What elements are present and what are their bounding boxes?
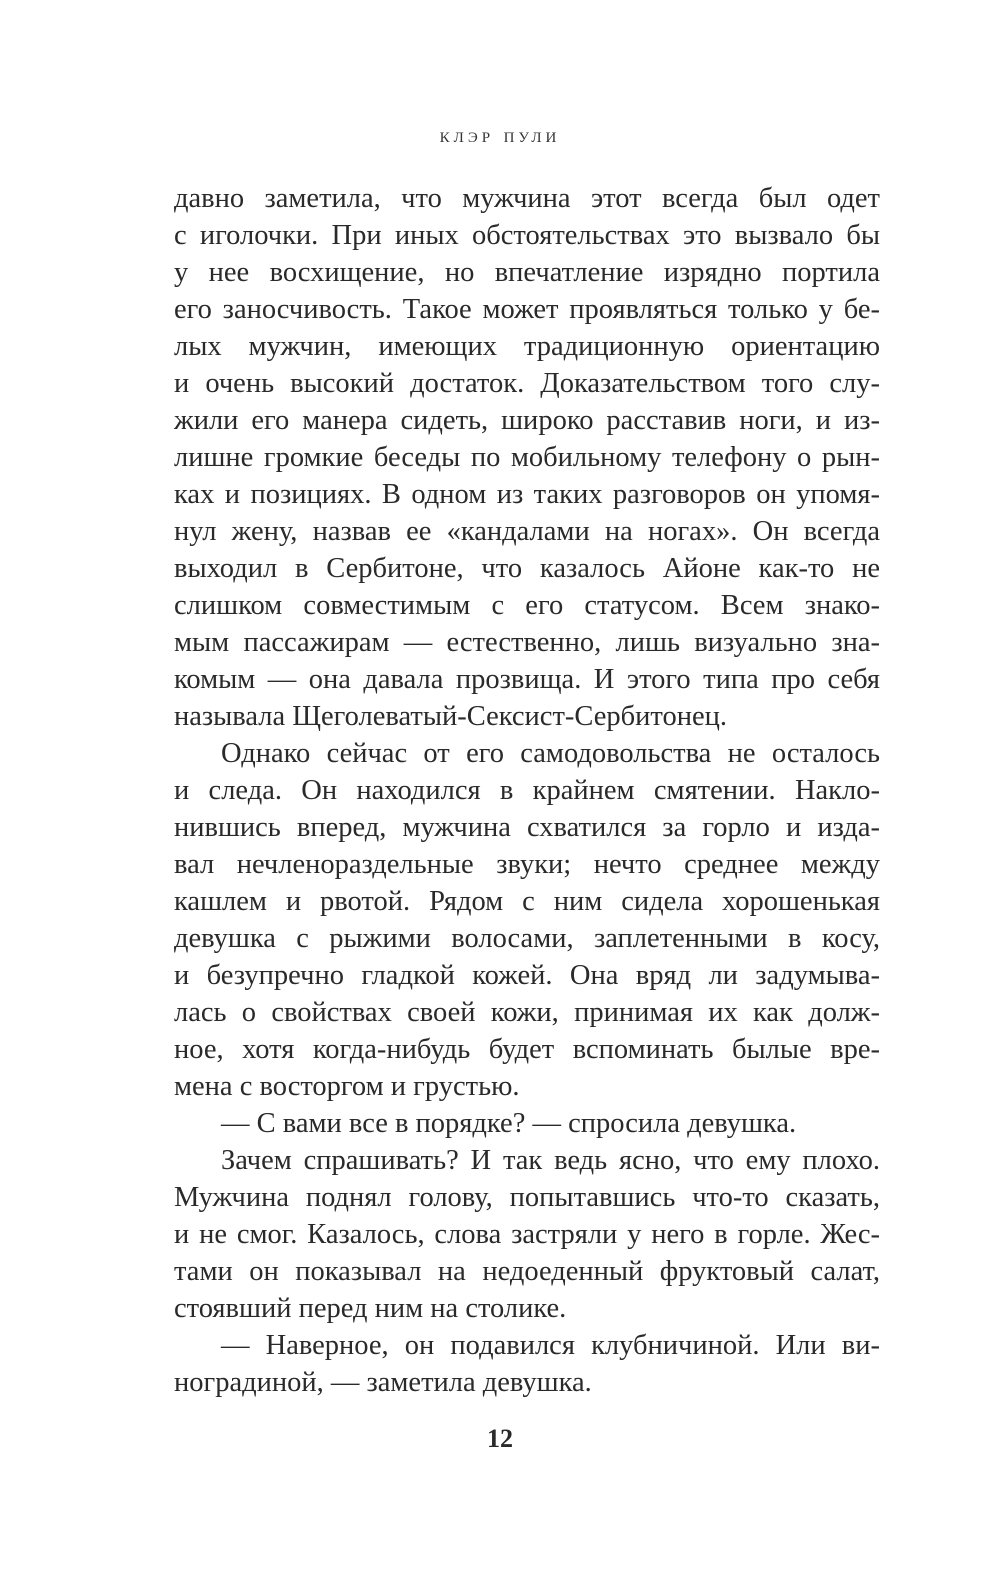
text-line: лась о свойствах своей кожи, принимая их как долж- [174, 997, 880, 1028]
text-line: и безупречно гладкой кожей. Она вряд ли задумыва- [174, 960, 880, 991]
text-line: комым — она давала прозвища. И этого типа про себя [174, 664, 880, 695]
body-text [174, 180, 880, 1401]
text-line: лишне громкие беседы по мобильному телефону о рын- [174, 442, 880, 473]
text-line: мым пассажирам — естественно, лишь визуально зна- [174, 627, 880, 658]
text-line: мена с восторгом и грустью. [174, 1071, 520, 1102]
running-head: клэр пули [439, 122, 561, 147]
text-line: — С вами все в порядке? — спросила девушка. [221, 1108, 797, 1139]
text-line: давно заметила, что мужчина этот всегда был одет [174, 183, 880, 214]
text-line: тами он показывал на недоеденный фруктовый салат, [174, 1256, 880, 1287]
text-line: и не смог. Казалось, слова застряли у него в горле. Жес- [174, 1219, 880, 1250]
text-line: ноградиной, — заметила девушка. [174, 1367, 592, 1398]
text-line: жили его манера сидеть, широко расставив ноги, и из- [174, 405, 880, 436]
text-line: кашлем и рвотой. Рядом с ним сидела хорошенькая [174, 886, 880, 917]
text-line: — Наверное, он подавился клубничиной. Или ви- [221, 1330, 880, 1361]
text-line: ное, хотя когда-нибудь будет вспоминать былые вре- [174, 1034, 880, 1065]
text-line: Мужчина поднял голову, попытавшись что-то сказать, [174, 1182, 880, 1213]
text-line: его заносчивость. Такое может проявляться только у бе- [174, 294, 880, 325]
text-line: и очень высокий достаток. Доказательством того слу- [174, 368, 880, 399]
text-line: девушка с рыжими волосами, заплетенными в косу, [174, 923, 880, 954]
page-number: 12 [487, 1424, 513, 1453]
text-line: нул жену, назвав ее «кандалами на ногах». Он всегда [174, 516, 880, 547]
text-line: слишком совместимым с его статусом. Всем знако- [174, 590, 880, 621]
text-line: лых мужчин, имеющих традиционную ориентацию [174, 331, 880, 362]
text-line: вал нечленораздельные звуки; нечто среднее между [174, 849, 880, 880]
text-line: нившись вперед, мужчина схватился за горло и изда- [174, 812, 880, 843]
text-line: Однако сейчас от его самодовольства не осталось [221, 738, 880, 769]
text-line: стоявший перед ним на столике. [174, 1293, 567, 1324]
text-line: Зачем спрашивать? И так ведь ясно, что ему плохо. [221, 1145, 880, 1176]
text-line: выходил в Сербитоне, что казалось Айоне как-то не [174, 553, 880, 584]
text-line: у нее восхищение, но впечатление изрядно портила [174, 257, 880, 288]
text-line: и следа. Он находился в крайнем смятении. Накло- [174, 775, 880, 806]
text-line: с иголочки. При иных обстоятельствах это вызвало бы [174, 220, 880, 251]
text-line: называла Щеголеватый-Сексист-Сербитонец. [174, 701, 728, 732]
text-line: ках и позициях. В одном из таких разговоров он упомя- [174, 479, 880, 510]
